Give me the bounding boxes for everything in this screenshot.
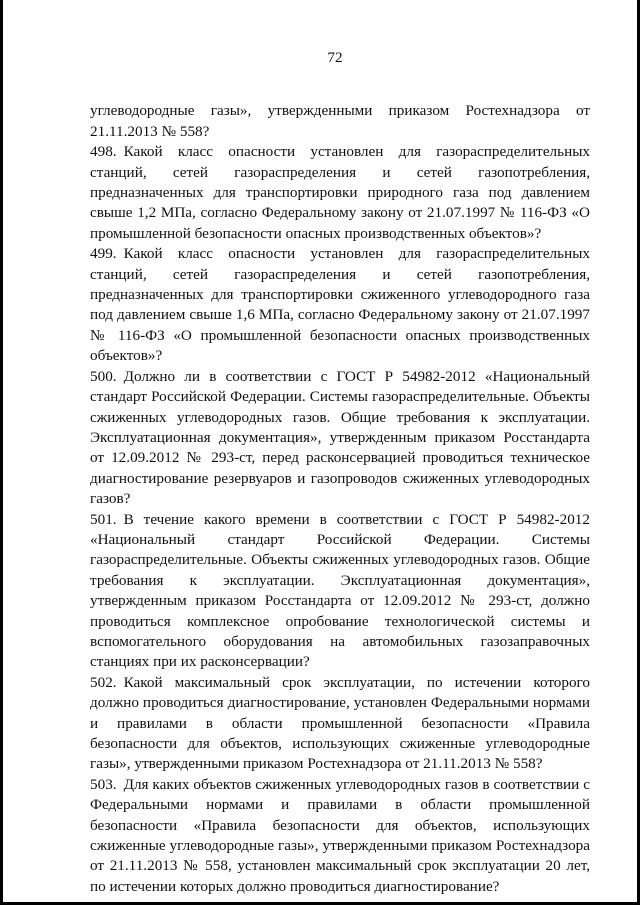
- question-number: 500.: [90, 367, 117, 385]
- scan-border-left: [0, 0, 3, 905]
- document-page: [90, 48, 590, 897]
- question-text: Для каких объектов сжиженных углеводородных газов в соответствии с Федеральными нормами и правилами в области промышленной безопасности «Правила безопасности для объектов, использующих сжиженные углеводородные газы», утвержденными приказом Ростехнадзора от 21.11.2013 № 558, установлен максимальный срок эксплуатации 20 лет, по истечении которых должно проводиться диагностирование?: [90, 775, 590, 895]
- question-502: [90, 673, 590, 775]
- question-number: 503.: [90, 775, 117, 793]
- question-text: В течение какого времени в соответствии с ГОСТ Р 54982-2012 «Национальный стандарт Российской Федерации. Системы газораспределительные. Объекты сжиженных углеводородных газов. Общие требования к эксплуатации. Эксплуатационная документация», утвержденным приказом Росстандарта от 12.09.2012 № 293-ст, должно проводиться комплексное опробование технологической системы и вспомогательного оборудования на автомобильных газозаправочных станциях при их расконсервации?: [90, 510, 590, 671]
- question-text: углеводородные газы», утвержденными приказом Ростехнадзора от 21.11.2013 № 558?: [90, 102, 590, 140]
- question-number: 498.: [90, 143, 117, 161]
- question-number: 502.: [90, 673, 117, 691]
- question-501: [90, 510, 590, 673]
- question-503: [90, 775, 590, 897]
- page-number: 72: [327, 49, 343, 66]
- question-text: Какой максимальный срок эксплуатации, по истечении которого должно проводиться диагностирование, установлен Федеральными нормами и правилами в области промышленной безопасности «Правила безопасности для объектов, использующих сжиженные углеводородные газы», утвержденными приказом Ростехнадзора от 21.11.2013 № 558?: [90, 673, 590, 773]
- question-number: 501.: [90, 510, 117, 528]
- question-498: [90, 142, 590, 244]
- question-continuation: [90, 101, 590, 142]
- question-499: [90, 244, 590, 366]
- question-500: [90, 367, 590, 510]
- question-text: Какой класс опасности установлен для газораспределительных станций, сетей газораспределения и сетей газопотребления, предназначенных для транспортировки природного газа под давлением свыше 1,2 МПа, согласно Федеральному закону от 21.07.1997 № 116-ФЗ «О промышленной безопасности опасных производственных объектов»?: [90, 143, 590, 242]
- question-text: Какой класс опасности установлен для газораспределительных станций, сетей газораспределения и сетей газопотребления, предназначенных для транспортировки сжиженного углеводородного газа под давлением свыше 1,6 МПа, согласно Федеральному закону от 21.07.1997 № 116-ФЗ «О промышленной безопасности опасных производственных объектов»?: [90, 245, 590, 365]
- question-number: 499.: [90, 245, 117, 263]
- question-text: Должно ли в соответствии с ГОСТ Р 54982-2012 «Национальный стандарт Российской Федерации. Системы газораспределительные. Объекты сжиженных углеводородных газов. Общие требования к эксплуатации. Эксплуатационная документация», утвержденным приказом Росстандарта от 12.09.2012 № 293-ст, перед расконсервацией проводиться техническое диагностирование резервуаров и газопроводов сжиженных углеводородных газов?: [90, 367, 590, 508]
